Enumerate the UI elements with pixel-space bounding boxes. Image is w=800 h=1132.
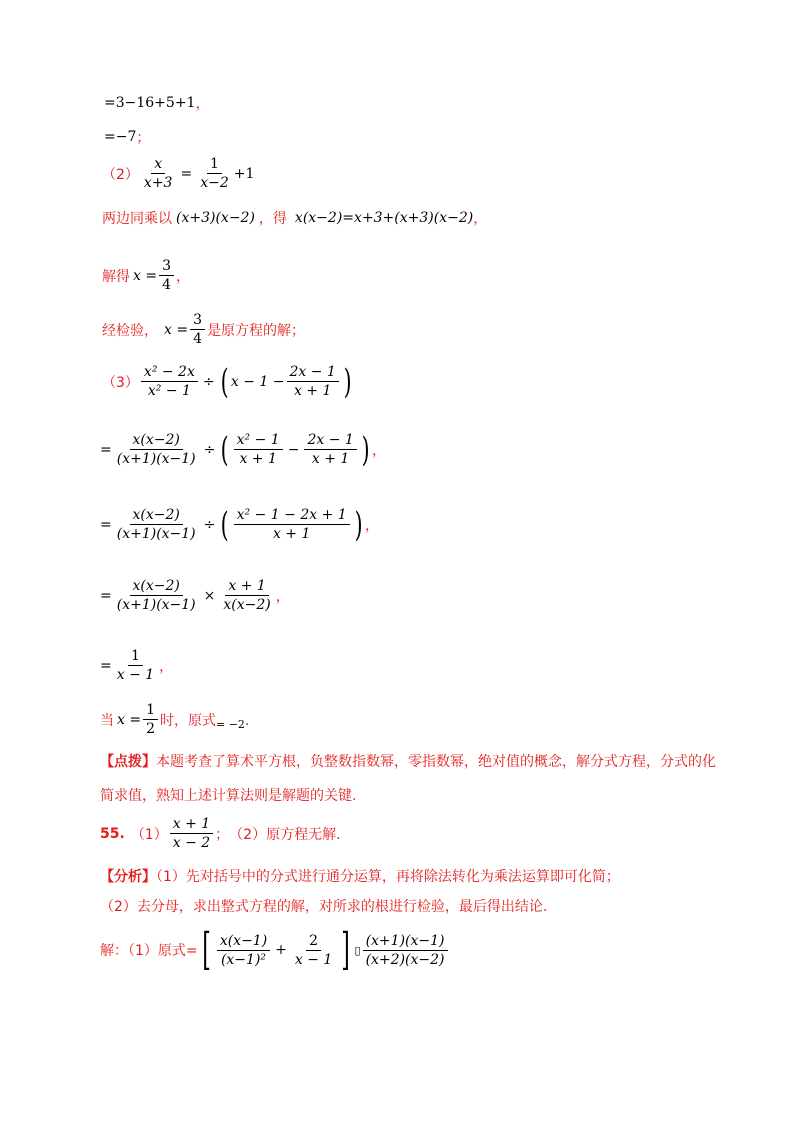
- fraction-denominator: x − 1: [294, 951, 333, 968]
- answer-text: （2）原方程无解.: [229, 826, 341, 843]
- part-label: （1）: [130, 826, 168, 843]
- left-bracket: [: [201, 924, 211, 975]
- fraction: [287, 364, 339, 399]
- punctuation: ；: [215, 826, 230, 843]
- step-text: 是原方程的解；: [207, 322, 305, 339]
- part-label: （2）: [102, 166, 139, 183]
- step-text: 当: [100, 712, 114, 729]
- fraction-numerator: 1: [143, 702, 158, 720]
- math-expression: = −2: [216, 718, 245, 731]
- fraction-denominator: x + 1: [293, 383, 332, 399]
- analysis-paragraph: [100, 864, 740, 920]
- fraction-denominator: x+3: [143, 175, 173, 191]
- fraction-denominator: (x+1)(x−1): [116, 597, 196, 613]
- fraction: [234, 507, 350, 542]
- fraction-denominator: x + 1: [239, 451, 277, 467]
- part-3-expression: [102, 361, 800, 402]
- step-text: 时，原式: [160, 712, 216, 729]
- simplify-step-1: [100, 429, 800, 470]
- left-paren: (: [221, 504, 230, 545]
- right-paren: ): [361, 429, 370, 470]
- fraction-denominator: x − 2: [172, 835, 211, 851]
- fraction-denominator: 4: [162, 277, 171, 293]
- note-paragraph: [100, 749, 740, 809]
- fraction-denominator: (x+1)(x−1): [116, 526, 196, 542]
- step-line-1: [104, 93, 800, 113]
- evaluate-step: [100, 702, 800, 737]
- math-expression: (x+3)(x−2): [176, 210, 255, 226]
- fraction-numerator: x + 1: [170, 816, 213, 834]
- solution-line: [100, 924, 800, 975]
- check-step: [102, 312, 800, 347]
- fraction: [234, 432, 283, 467]
- math-expression: =−7: [104, 129, 137, 145]
- fraction: [217, 933, 270, 968]
- punctuation: ．: [244, 712, 259, 729]
- fraction-numerator: 1: [128, 648, 143, 666]
- fraction: [363, 933, 448, 968]
- right-paren: ): [354, 504, 363, 545]
- fraction: [114, 578, 199, 613]
- punctuation: ，: [195, 96, 210, 112]
- punctuation: ；: [136, 130, 151, 146]
- step-text: 解得: [102, 268, 130, 285]
- division-sign: ÷: [202, 373, 215, 390]
- equals-sign: =: [100, 441, 112, 458]
- fraction-numerator: x(x−2): [130, 578, 183, 596]
- fraction-numerator: x: [151, 156, 165, 174]
- placeholder-box-icon: ▯: [354, 943, 361, 957]
- division-sign: ÷: [203, 516, 216, 533]
- math-expression: x(x−2)=x+3+(x+3)(x−2): [294, 210, 474, 226]
- fraction-denominator: x − 1: [116, 667, 155, 683]
- fraction-denominator: x−2: [200, 175, 229, 191]
- solve-step: [102, 258, 800, 293]
- punctuation: ，: [364, 517, 379, 534]
- fraction: [220, 578, 273, 613]
- fraction-numerator: x(x−2): [130, 432, 183, 450]
- punctuation: ，: [275, 588, 290, 605]
- plus-sign: +: [275, 942, 287, 958]
- fraction: [143, 702, 158, 737]
- fraction-numerator: (x+1)(x−1): [363, 933, 448, 951]
- fraction-denominator: x² − 1: [147, 383, 191, 399]
- right-bracket: ]: [341, 924, 351, 975]
- fraction-denominator: 4: [193, 331, 202, 347]
- question-55-answer: [100, 816, 800, 851]
- fraction-numerator: 3: [159, 258, 174, 276]
- math-expression: x − 1 −: [230, 373, 285, 390]
- punctuation: ，: [372, 442, 387, 459]
- fraction-denominator: x(x−2): [223, 597, 271, 613]
- fraction-denominator: 2: [146, 721, 155, 737]
- fraction-numerator: x(x−1): [217, 933, 270, 951]
- math-expression: x =: [117, 711, 142, 728]
- simplify-step-4: [100, 648, 800, 683]
- fraction: [197, 156, 232, 191]
- left-paren: (: [221, 429, 230, 470]
- equals-sign: =: [100, 516, 112, 533]
- minus-sign: −: [287, 441, 300, 458]
- note-text: 本题考查了算术平方根，负整数指数幂，零指数幂，绝对值的概念，解分式方程，分式的化: [156, 754, 716, 770]
- analysis-tag: 【分析】: [100, 869, 156, 885]
- multiply-step: [102, 208, 800, 228]
- simplify-step-2: [100, 504, 800, 545]
- analysis-text: （2）去分母，求出整式方程的解，对所求的根进行检验，最后得出结论.: [100, 899, 548, 915]
- simplify-step-3: [100, 578, 800, 613]
- fraction: [114, 432, 199, 467]
- fraction: [114, 648, 157, 683]
- times-sign: ×: [203, 587, 216, 604]
- fraction-numerator: 1: [207, 156, 222, 174]
- fraction-numerator: x + 1: [225, 578, 268, 596]
- fraction: [170, 816, 213, 851]
- fraction: [114, 507, 199, 542]
- analysis-text: （1）先对括号中的分式进行通分运算，再将除法转化为乘法运算即可化简；: [156, 869, 620, 885]
- fraction: [292, 933, 335, 968]
- fraction-numerator: 3: [190, 312, 205, 330]
- note-tag: 【点拨】: [100, 754, 156, 770]
- fraction-denominator: (x+1)(x−1): [116, 451, 196, 467]
- fraction-numerator: x(x−2): [130, 507, 183, 525]
- left-paren: (: [220, 361, 229, 402]
- equals-sign: =: [100, 587, 112, 604]
- fraction-denominator: x + 1: [311, 451, 350, 467]
- step-text: 两边同乘以: [102, 211, 172, 227]
- fraction-numerator: x² − 1: [234, 432, 283, 450]
- fraction-denominator: (x−1)²: [220, 951, 267, 968]
- step-line-2: [104, 127, 800, 147]
- note-text: 简求值，熟知上述计算法则是解题的关键.: [100, 788, 357, 804]
- fraction-numerator: 2x − 1: [304, 432, 356, 450]
- step-text: 经检验，: [102, 322, 158, 339]
- fraction: [141, 364, 198, 399]
- math-expression: +1: [233, 165, 255, 182]
- math-expression: x =: [133, 267, 158, 284]
- fraction: [159, 258, 174, 293]
- punctuation: ，: [473, 211, 488, 227]
- question-number: 55.: [100, 825, 125, 842]
- fraction: [190, 312, 205, 347]
- math-expression: x =: [164, 321, 189, 338]
- fraction: [141, 156, 176, 191]
- step-text: ，得: [258, 211, 287, 227]
- fraction-numerator: x² − 1 − 2x + 1: [234, 507, 350, 525]
- equals-sign: =: [180, 165, 193, 182]
- fraction-denominator: x + 1: [272, 526, 311, 542]
- punctuation: ，: [176, 268, 190, 285]
- fraction-numerator: x² − 2x: [141, 364, 198, 382]
- fraction-denominator: (x+2)(x−2): [365, 951, 445, 968]
- part-label: （3）: [102, 374, 139, 391]
- fraction: [304, 432, 356, 467]
- fraction-numerator: 2x − 1: [287, 364, 339, 382]
- solution-label: 解：（1）原式=: [100, 943, 198, 959]
- right-paren: ): [343, 361, 352, 402]
- equals-sign: =: [100, 657, 112, 674]
- math-expression: =3−16+5+1: [104, 95, 196, 111]
- part-2-equation: [102, 156, 800, 191]
- fraction-numerator: 2: [306, 933, 321, 951]
- punctuation: ，: [159, 658, 174, 675]
- division-sign: ÷: [203, 441, 216, 458]
